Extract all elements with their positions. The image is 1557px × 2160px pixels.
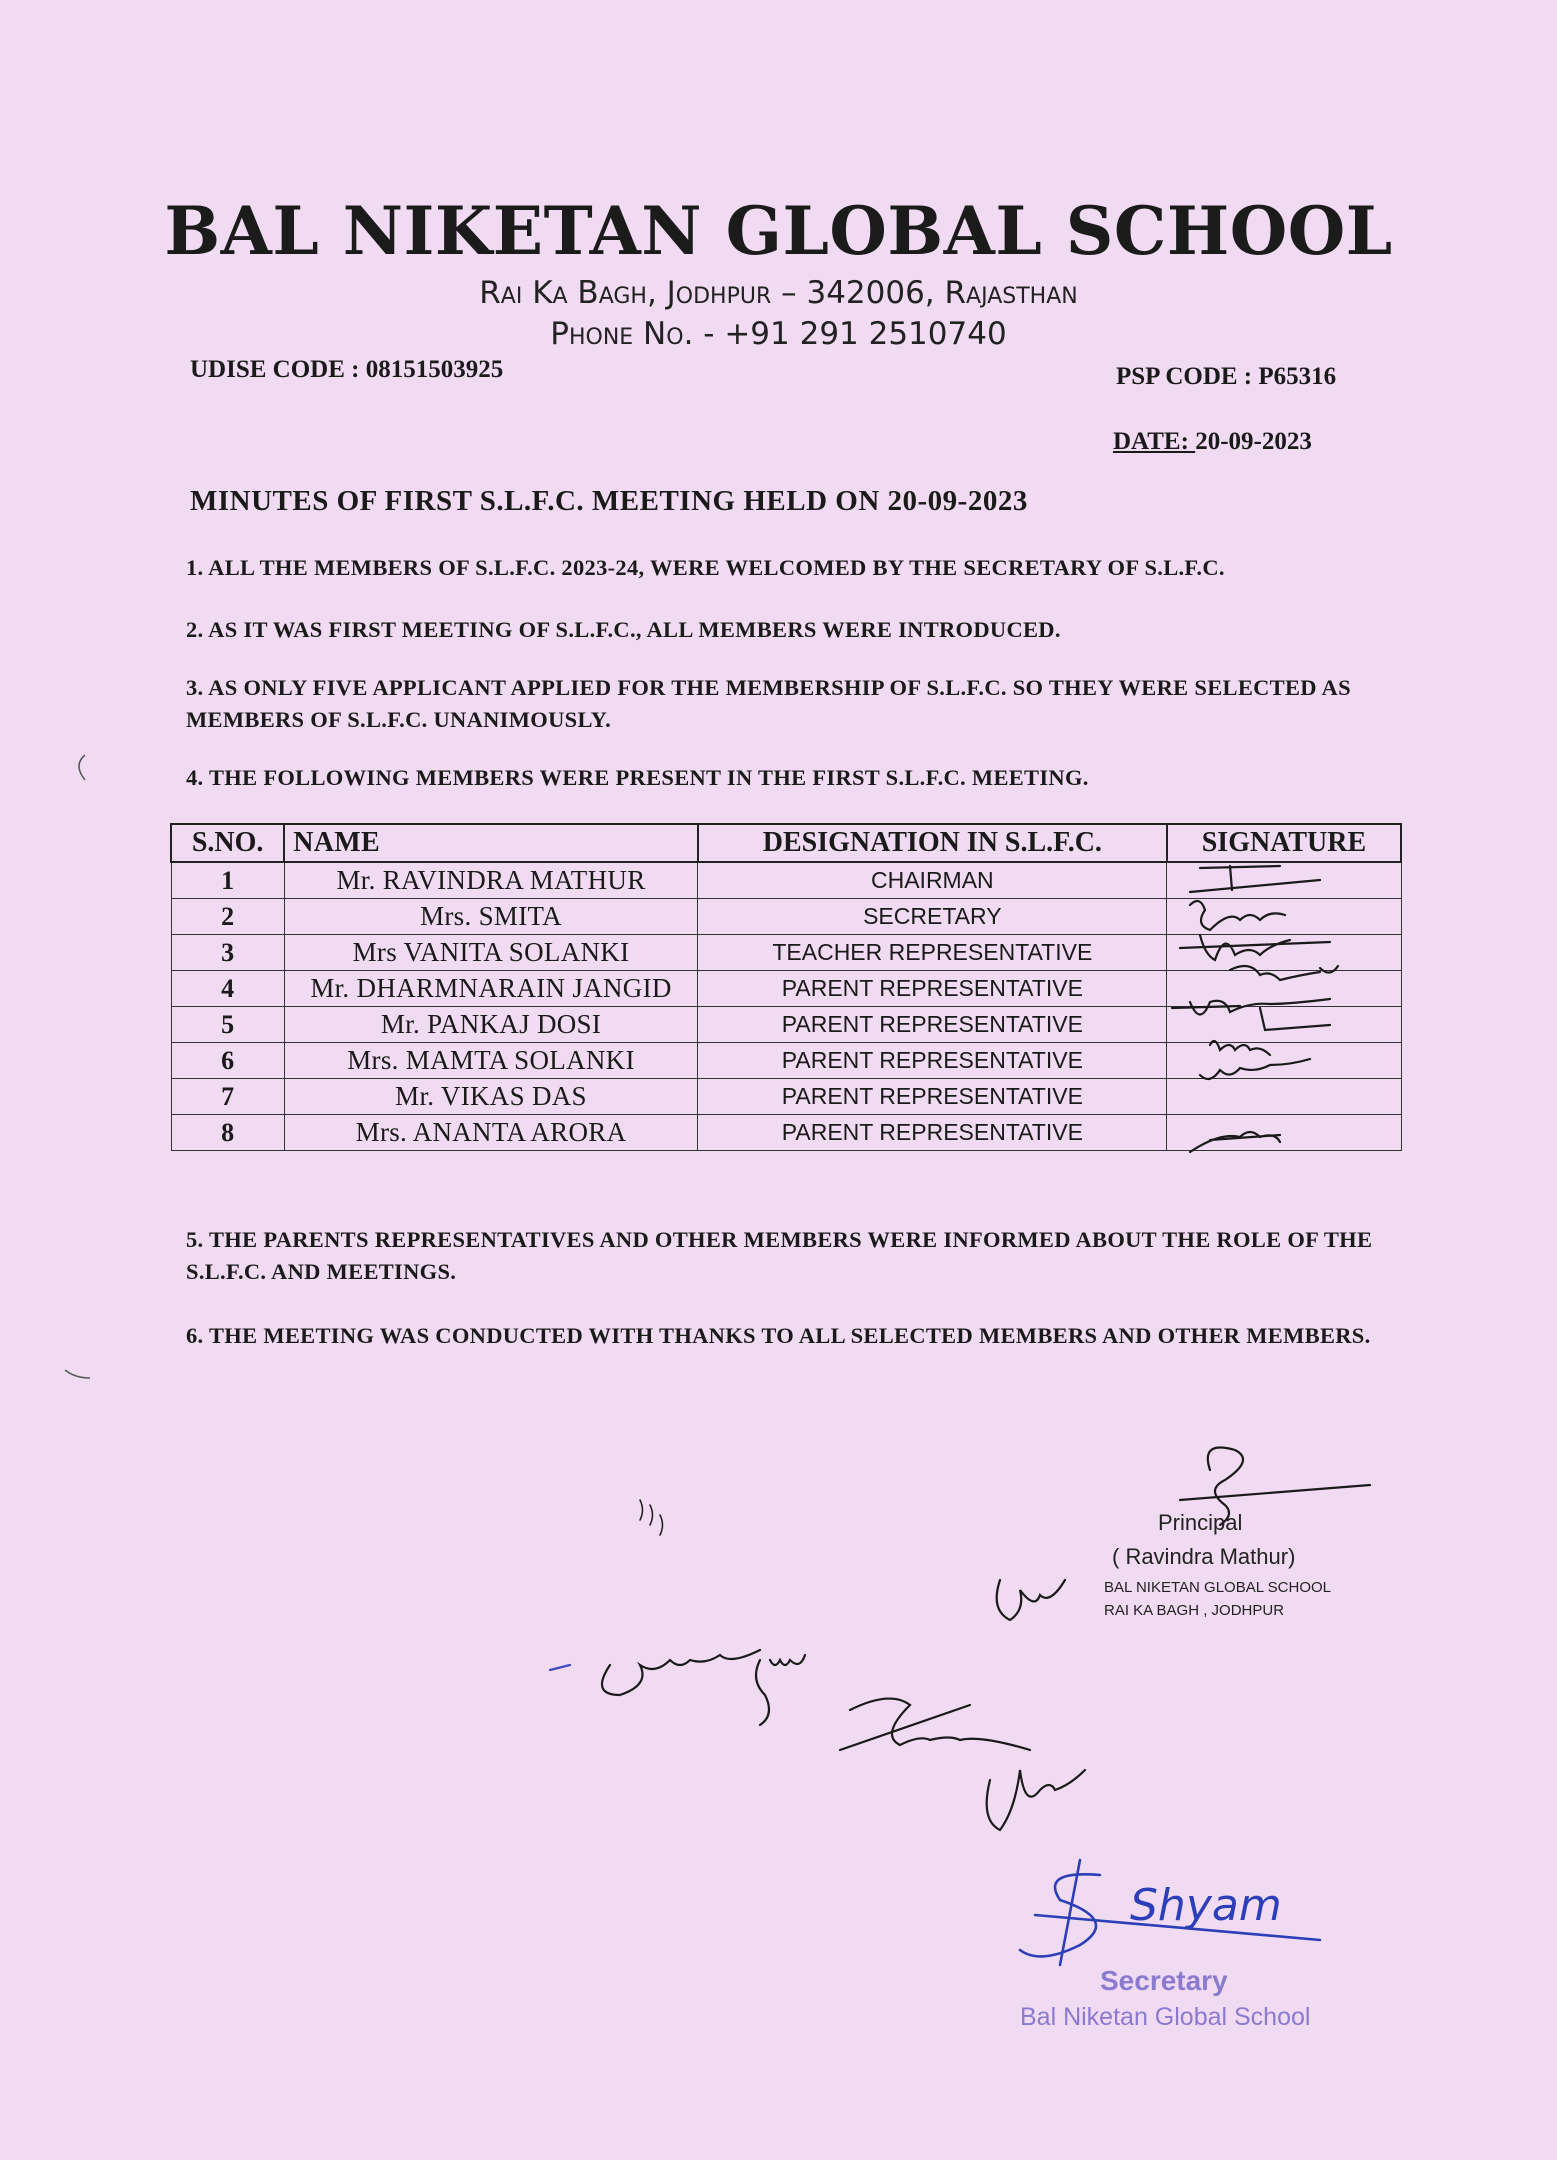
principal-school: BAL NIKETAN GLOBAL SCHOOL bbox=[1104, 1579, 1332, 1596]
minutes-point-2: 2. AS IT WAS FIRST MEETING OF S.L.F.C., ALL MEMBERS WERE INTRODUCED. bbox=[186, 617, 1061, 642]
row-sno: 8 bbox=[171, 1115, 284, 1151]
principal-title: Principal bbox=[1158, 1510, 1243, 1535]
row-designation: PARENT REPRESENTATIVE bbox=[698, 1007, 1167, 1043]
row-sno: 3 bbox=[171, 935, 284, 971]
minutes-point-6: 6. THE MEETING WAS CONDUCTED WITH THANKS TO ALL SELECTED MEMBERS AND OTHER MEMBERS. bbox=[186, 1323, 1371, 1348]
school-address: Rai Ka Bagh, Jodhpur – 342006, Rajasthan bbox=[479, 275, 1078, 311]
row-designation: TEACHER REPRESENTATIVE bbox=[698, 935, 1167, 971]
minutes-title: MINUTES OF FIRST S.L.F.C. MEETING HELD ON 20-09-2023 bbox=[190, 485, 1028, 517]
minutes-point-3: 3. AS ONLY FIVE APPLICANT APPLIED FOR THE MEMBERSHIP OF S.L.F.C. SO THEY WERE SELECTED AS MEMBERS OF S.L.F.C. UNANIMOUSLY. bbox=[186, 675, 1351, 732]
row-designation: CHAIRMAN bbox=[698, 862, 1167, 899]
minutes-point-1: 1. ALL THE MEMBERS OF S.L.F.C. 2023-24, WERE WELCOMED BY THE SECRETARY OF S.L.F.C. bbox=[186, 555, 1225, 580]
member-signatures-graphic bbox=[500, 1460, 1220, 1880]
row-sno: 6 bbox=[171, 1043, 284, 1079]
minutes-point-4: 4. THE FOLLOWING MEMBERS WERE PRESENT IN THE FIRST S.L.F.C. MEETING. bbox=[186, 765, 1089, 790]
row-name: Mrs. MAMTA SOLANKI bbox=[284, 1043, 698, 1079]
udise-code: UDISE CODE : 08151503925 bbox=[190, 356, 504, 383]
school-name: BAL NIKETAN GLOBAL SCHOOL bbox=[164, 192, 1393, 270]
secretary-signature-text: Shyam bbox=[1130, 1880, 1282, 1931]
row-name: Mrs. ANANTA ARORA bbox=[284, 1115, 698, 1151]
principal-name: ( Ravindra Mathur) bbox=[1112, 1544, 1296, 1569]
row-sno: 5 bbox=[171, 1007, 284, 1043]
header-sno: S.NO. bbox=[171, 824, 284, 862]
scan-marks-graphic bbox=[55, 740, 115, 1400]
row-designation: PARENT REPRESENTATIVE bbox=[698, 1079, 1167, 1115]
secretary-stamp-title: Secretary bbox=[1100, 1965, 1228, 1996]
header-designation: DESIGNATION IN S.L.F.C. bbox=[698, 824, 1167, 862]
table-header-row bbox=[171, 824, 1401, 862]
row-name: Mr. VIKAS DAS bbox=[284, 1079, 698, 1115]
header-name: NAME bbox=[284, 824, 698, 862]
row-sno: 4 bbox=[171, 971, 284, 1007]
row-designation: PARENT REPRESENTATIVE bbox=[698, 1043, 1167, 1079]
date-line bbox=[1113, 428, 1312, 456]
row-sno: 1 bbox=[171, 862, 284, 899]
table-signatures-graphic bbox=[1170, 860, 1400, 1170]
psp-code: PSP CODE : P65316 bbox=[1116, 363, 1337, 390]
row-designation: PARENT REPRESENTATIVE bbox=[698, 971, 1167, 1007]
secretary-stamp-school: Bal Niketan Global School bbox=[1020, 2003, 1311, 2031]
principal-address: RAI KA BAGH , JODHPUR bbox=[1104, 1602, 1285, 1619]
date-value: 20-09-2023 bbox=[1195, 428, 1312, 455]
school-phone: Phone No. - +91 291 2510740 bbox=[550, 316, 1007, 352]
row-sno: 2 bbox=[171, 899, 284, 935]
minutes-point-5: 5. THE PARENTS REPRESENTATIVES AND OTHER MEMBERS WERE INFORMED ABOUT THE ROLE OF THE S.L.F.C. AND MEETINGS. bbox=[186, 1227, 1373, 1284]
row-name: Mr. RAVINDRA MATHUR bbox=[284, 862, 698, 899]
row-designation: SECRETARY bbox=[698, 899, 1167, 935]
date-label: DATE: bbox=[1113, 428, 1189, 455]
row-name: Mr. PANKAJ DOSI bbox=[284, 1007, 698, 1043]
row-sno: 7 bbox=[171, 1079, 284, 1115]
row-name: Mrs VANITA SOLANKI bbox=[284, 935, 698, 971]
row-name: Mr. DHARMNARAIN JANGID bbox=[284, 971, 698, 1007]
row-designation: PARENT REPRESENTATIVE bbox=[698, 1115, 1167, 1151]
row-name: Mrs. SMITA bbox=[284, 899, 698, 935]
header-signature: SIGNATURE bbox=[1167, 824, 1401, 862]
